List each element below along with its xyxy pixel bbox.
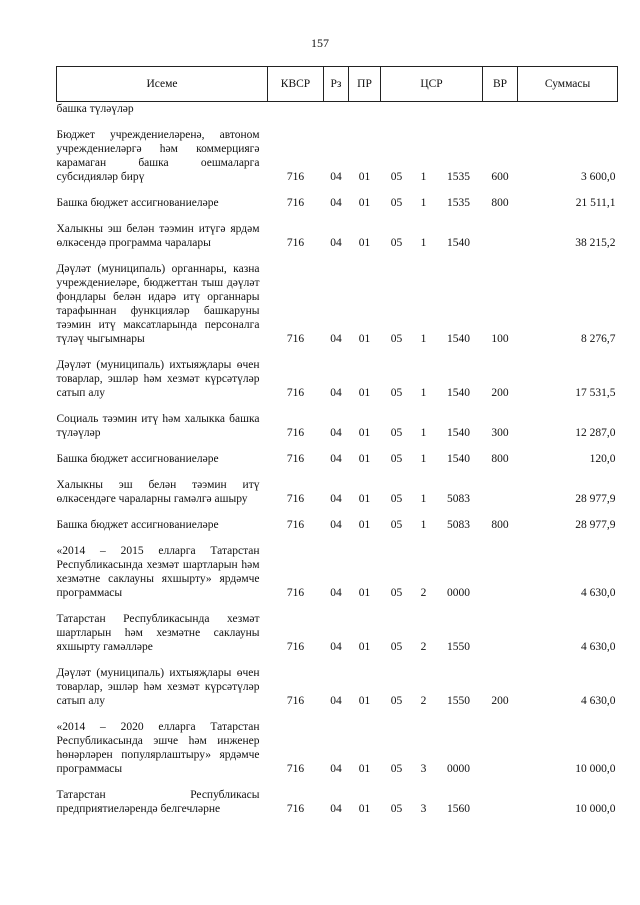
- row-rz: 04: [330, 387, 342, 399]
- row-csr-code: 1550: [447, 695, 471, 707]
- row-csr-program: 05: [390, 587, 403, 599]
- row-rz: 04: [330, 493, 342, 505]
- row-kvsr: 716: [286, 519, 305, 531]
- row-sum: 120,0: [589, 453, 616, 465]
- row-csr-program: 05: [390, 453, 403, 465]
- table-row: [57, 544, 618, 603]
- row-csr-code: 0000: [447, 587, 471, 599]
- row-sum: 4 630,0: [581, 695, 616, 707]
- row-vr: [483, 222, 518, 253]
- table-row: [57, 518, 618, 535]
- row-rz: 04: [330, 763, 342, 775]
- row-csr-program: 05: [390, 237, 403, 249]
- row-kvsr: 716: [286, 237, 305, 249]
- row-csr-code: 1560: [447, 803, 471, 815]
- table-row: [57, 720, 618, 779]
- row-vr: [483, 720, 518, 779]
- row-spacer: [57, 213, 618, 222]
- row-csr-subprogram: 1: [420, 519, 427, 531]
- row-name: Башка бюджет ассигнованиеләре: [56, 519, 219, 531]
- table-row: [57, 452, 618, 469]
- header-kvsr: КВСР: [268, 67, 324, 102]
- row-csr-program: 05: [390, 641, 403, 653]
- row-spacer: [57, 119, 618, 128]
- row-spacer: [57, 603, 618, 612]
- row-spacer-cell: [57, 657, 618, 666]
- row-spacer-cell: [57, 509, 618, 518]
- row-spacer: [57, 509, 618, 518]
- row-spacer-cell: [57, 711, 618, 720]
- header-vr: ВР: [483, 67, 518, 102]
- page-number: 157: [311, 36, 329, 50]
- table-row: [57, 262, 618, 349]
- row-csr-code: 5083: [447, 493, 471, 505]
- row-pr: 01: [358, 763, 371, 775]
- table-row: [57, 612, 618, 657]
- row-rz: 04: [330, 803, 342, 815]
- row-spacer-cell: [57, 603, 618, 612]
- row-sum: 4 630,0: [581, 587, 616, 599]
- row-name: Бюджет учреждениеләренә, автоном учреждениеләргә һәм коммерциягә карамаган башка оешмаларга субсидияләр бирү: [56, 129, 260, 183]
- row-pr: 01: [358, 197, 371, 209]
- row-rz: 04: [330, 333, 342, 345]
- row-csr-code: 5083: [447, 519, 471, 531]
- row-spacer: [57, 187, 618, 196]
- row-sum: 3 600,0: [581, 171, 616, 183]
- table-row: [57, 788, 618, 819]
- row-spacer: [57, 535, 618, 544]
- row-sum: 21 511,1: [575, 197, 616, 209]
- table-row: [57, 196, 618, 213]
- header-rz: Рз: [324, 67, 349, 102]
- row-sum: 10 000,0: [575, 803, 616, 815]
- header-pr: ПР: [349, 67, 381, 102]
- row-kvsr: 716: [286, 641, 305, 653]
- row-rz: 04: [330, 695, 342, 707]
- row-name: Халыкны эш белән тәэмин итү өлкәсендәге чараларны гамәлгә ашыру: [56, 479, 260, 505]
- row-csr-code: 1540: [447, 333, 471, 345]
- row-csr-subprogram: 1: [420, 171, 427, 183]
- row-csr-program: 05: [390, 493, 403, 505]
- row-csr-code: 1550: [447, 641, 471, 653]
- row-vr: 800: [491, 197, 509, 209]
- row-kvsr: 716: [286, 427, 305, 439]
- row-csr-subprogram: 2: [420, 587, 427, 599]
- row-csr-code: 0000: [447, 763, 471, 775]
- row-spacer: [57, 253, 618, 262]
- table-header-row: [57, 67, 618, 102]
- row-spacer-cell: [57, 443, 618, 452]
- row-csr-program: 05: [390, 333, 403, 345]
- table-row: [57, 666, 618, 711]
- row-kvsr: 716: [286, 803, 305, 815]
- row-spacer-cell: [57, 403, 618, 412]
- row-csr-program: 05: [390, 763, 403, 775]
- row-csr-subprogram: 3: [420, 803, 427, 815]
- budget-table: [56, 66, 618, 819]
- row-name: Татарстан Республикасында хезмәт шартларын һәм хезмәтне саклауны яхшырту гамәлләре: [56, 613, 260, 653]
- row-sum: 8 276,7: [581, 333, 616, 345]
- row-csr-subprogram: 1: [420, 237, 427, 249]
- row-kvsr: 716: [286, 197, 305, 209]
- row-kvsr: 716: [286, 763, 305, 775]
- row-spacer-cell: [57, 469, 618, 478]
- row-pr: 01: [358, 171, 371, 183]
- row-csr-program: 05: [390, 803, 403, 815]
- row-csr-subprogram: 1: [420, 453, 427, 465]
- row-vr: [483, 788, 518, 819]
- row-spacer: [57, 779, 618, 788]
- row-pr: 01: [358, 237, 371, 249]
- row-vr: 200: [491, 695, 509, 707]
- row-spacer: [57, 711, 618, 720]
- row-vr: [483, 478, 518, 509]
- row-name: «2014 – 2020 елларга Татарстан Республикасында эшче һәм инженер һөнәрләрен популярлаштыру» ярдәмче программасы: [56, 721, 260, 775]
- row-pr: 01: [358, 493, 371, 505]
- row-spacer-cell: [57, 349, 618, 358]
- row-name: Социаль тәэмин итү һәм халыкка башка түләүләр: [56, 413, 260, 439]
- row-sum: 28 977,9: [575, 493, 616, 505]
- row-csr-subprogram: 1: [420, 387, 427, 399]
- row-vr: 800: [491, 453, 509, 465]
- row-kvsr: 716: [286, 453, 305, 465]
- row-spacer: [57, 403, 618, 412]
- row-kvsr: 716: [286, 493, 305, 505]
- row-name: Башка бюджет ассигнованиеләре: [56, 197, 219, 209]
- row-spacer: [57, 349, 618, 358]
- row-sum: 4 630,0: [581, 641, 616, 653]
- row-spacer-cell: [57, 119, 618, 128]
- row-sum: 38 215,2: [575, 237, 616, 249]
- table-row: [57, 128, 618, 187]
- continuation-row: [57, 102, 618, 120]
- row-spacer-cell: [57, 779, 618, 788]
- row-kvsr: 716: [286, 171, 305, 183]
- row-pr: 01: [358, 387, 371, 399]
- row-kvsr: 716: [286, 387, 305, 399]
- row-pr: 01: [358, 803, 371, 815]
- row-csr-program: 05: [390, 387, 403, 399]
- row-pr: 01: [358, 587, 371, 599]
- header-name: Исеме: [57, 67, 268, 102]
- row-rz: 04: [330, 171, 342, 183]
- row-pr: 01: [358, 695, 371, 707]
- row-csr-subprogram: 2: [420, 641, 427, 653]
- row-kvsr: 716: [286, 333, 305, 345]
- row-spacer-cell: [57, 187, 618, 196]
- table-row: [57, 412, 618, 443]
- row-csr-code: 1540: [447, 427, 471, 439]
- row-csr-program: 05: [390, 519, 403, 531]
- row-csr-code: 1535: [447, 171, 471, 183]
- row-vr: 200: [491, 387, 509, 399]
- row-csr-subprogram: 1: [420, 493, 427, 505]
- header-sum: Суммасы: [518, 67, 618, 102]
- row-spacer: [57, 443, 618, 452]
- row-sum: 10 000,0: [575, 763, 616, 775]
- row-rz: 04: [330, 427, 342, 439]
- row-spacer-cell: [57, 535, 618, 544]
- row-csr-subprogram: 2: [420, 695, 427, 707]
- table-row: [57, 358, 618, 403]
- row-rz: 04: [330, 453, 342, 465]
- row-rz: 04: [330, 237, 342, 249]
- row-sum: 28 977,9: [575, 519, 616, 531]
- row-csr-subprogram: 1: [420, 427, 427, 439]
- row-sum: 12 287,0: [575, 427, 616, 439]
- row-vr: 800: [491, 519, 509, 531]
- row-name: Дәүләт (муниципаль) ихтыяҗлары өчен товарлар, эшләр һәм хезмәт күрсәтүләр сатып алу: [56, 667, 260, 707]
- row-csr-program: 05: [390, 427, 403, 439]
- row-spacer-cell: [57, 253, 618, 262]
- row-rz: 04: [330, 641, 342, 653]
- row-csr-code: 1540: [447, 453, 471, 465]
- row-vr: [483, 544, 518, 603]
- row-name: Дәүләт (муниципаль) ихтыяҗлары өчен товарлар, эшләр һәм хезмәт күрсәтүләр сатып алу: [56, 359, 260, 399]
- row-vr: 300: [491, 427, 509, 439]
- row-csr-subprogram: 1: [420, 197, 427, 209]
- row-kvsr: 716: [286, 587, 305, 599]
- row-pr: 01: [358, 519, 371, 531]
- row-name: Башка бюджет ассигнованиеләре: [56, 453, 219, 465]
- row-csr-subprogram: 3: [420, 763, 427, 775]
- row-csr-code: 1535: [447, 197, 471, 209]
- row-pr: 01: [358, 333, 371, 345]
- row-pr: 01: [358, 641, 371, 653]
- table-row: [57, 478, 618, 509]
- row-csr-code: 1540: [447, 387, 471, 399]
- row-csr-subprogram: 1: [420, 333, 427, 345]
- row-name: Татарстан Республикасы предприятиеләрендә белгечләрне: [56, 789, 260, 815]
- row-pr: 01: [358, 427, 371, 439]
- header-csr: ЦСР: [381, 67, 483, 102]
- row-spacer: [57, 657, 618, 666]
- row-vr: 600: [491, 171, 509, 183]
- row-csr-program: 05: [390, 695, 403, 707]
- row-rz: 04: [330, 519, 342, 531]
- row-csr-code: 1540: [447, 237, 471, 249]
- row-vr: 100: [491, 333, 509, 345]
- row-csr-program: 05: [390, 171, 403, 183]
- row-sum: 17 531,5: [575, 387, 616, 399]
- row-kvsr: 716: [286, 695, 305, 707]
- row-name: «2014 – 2015 елларга Татарстан Республикасында хезмәт шартларын һәм хезмәтне саклауны яхшырту» ярдәмче программасы: [56, 545, 260, 599]
- row-rz: 04: [330, 197, 342, 209]
- row-rz: 04: [330, 587, 342, 599]
- table-row: [57, 222, 618, 253]
- row-vr: [483, 612, 518, 657]
- row-pr: 01: [358, 453, 371, 465]
- row-name: Халыкны эш белән тәэмин итүгә ярдәм өлкәсендә программа чаралары: [56, 223, 260, 249]
- row-csr-program: 05: [390, 197, 403, 209]
- row-spacer-cell: [57, 213, 618, 222]
- row-name: Дәүләт (муниципаль) органнары, казна учреждениеләре, бюджеттан тыш дәүләт фондлары белән идарә итү органнары тарафыннан функцияләр башкаруны тәэмин итү максатларында персоналга түләү чыгымнары: [56, 263, 260, 345]
- continuation-text: башка түләүләр: [56, 103, 134, 115]
- row-spacer: [57, 469, 618, 478]
